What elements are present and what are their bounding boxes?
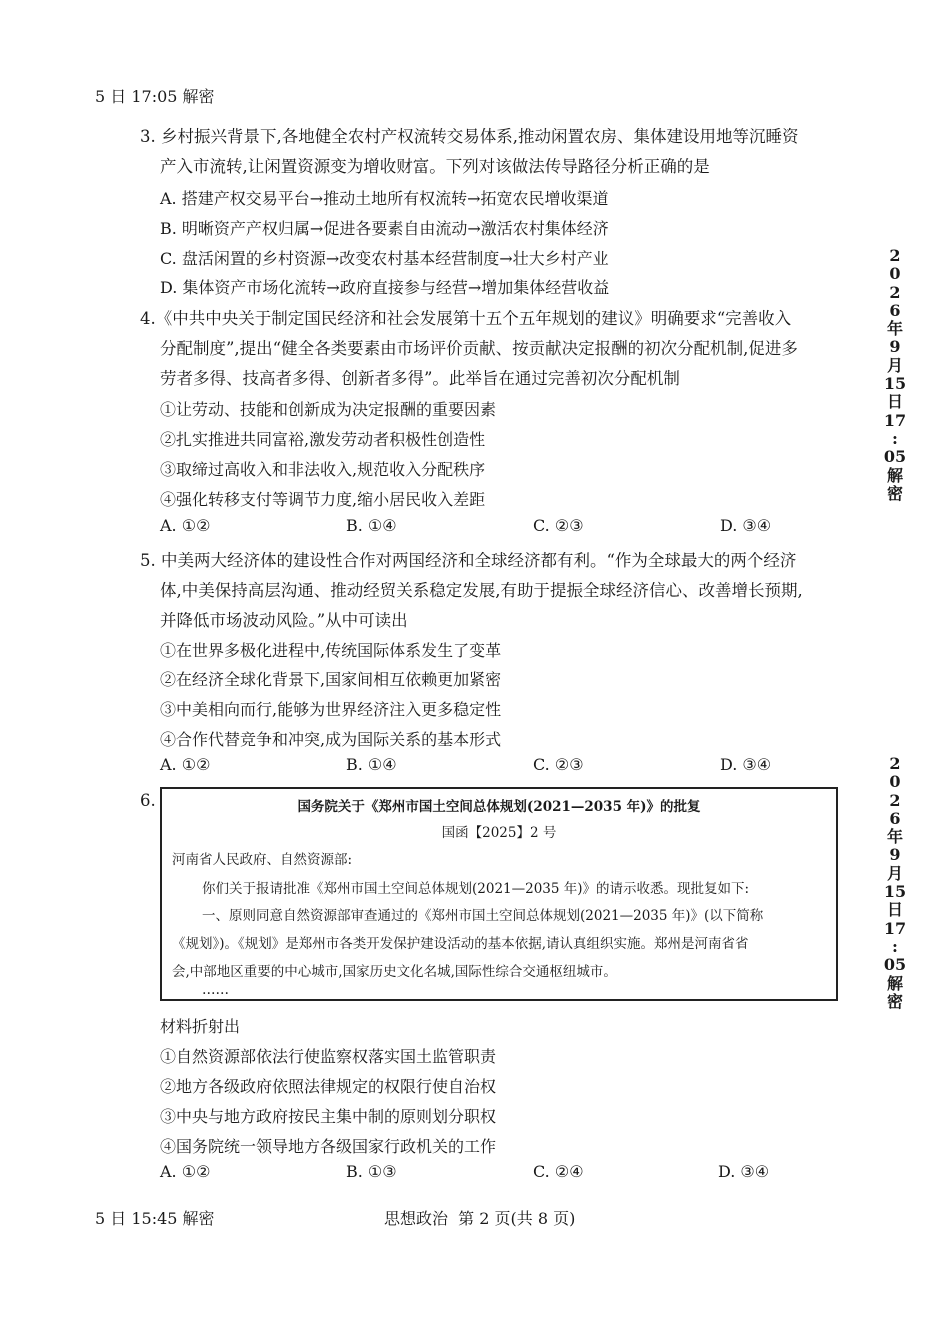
question-6-stem: 材料折射出 [160,1017,241,1036]
question-5-line-3: 并降低市场波动风险。”从中可读出 [160,611,408,630]
question-4-choice-c: C. ②③ [533,516,584,535]
side-mark-char: 15 [883,374,907,394]
side-mark-char: : [892,936,898,956]
side-mark-char: 解 [886,973,903,993]
side-unlock-mark-lower [882,755,908,1011]
side-mark-char: 2 [889,282,901,302]
approval-document-title: 国务院关于《郑州市国土空间总体规划(2021—2035 年)》的批复 [297,799,701,815]
question-6-item-2: ②地方各级政府依照法律规定的权限行使自治权 [160,1077,497,1096]
question-6-choice-b: B. ①③ [346,1162,397,1181]
question-3-option-a: A. 搭建产权交易平台→推动土地所有权流转→拓宽农民增收渠道 [160,189,609,208]
question-4-choice-b: B. ①④ [346,516,397,535]
question-6-item-1: ①自然资源部依法行使监察权落实国土监管职责 [160,1047,497,1066]
approval-document-box [160,787,838,1001]
side-mark-char: 密 [886,991,903,1011]
side-mark-char: 日 [886,900,903,920]
question-6-item-3: ③中央与地方政府按民主集中制的原则划分职权 [160,1107,497,1126]
question-6-number: 6. [140,791,156,810]
side-mark-char: 05 [883,955,907,975]
side-mark-char: 6 [889,300,901,320]
question-4-line-2: 分配制度”,提出“健全各类要素由市场评价贡献、按贡献决定报酬的初次分配机制,促进多 [160,339,798,358]
question-6-choice-c: C. ②④ [533,1162,584,1181]
side-mark-char: 2 [889,790,901,810]
side-mark-char: 2 [889,754,901,773]
approval-document-line: 《规划》)。《规划》是郑州市各类开发保护建设活动的基本依据,请认真组织实施。郑州是河南省省 [172,936,749,952]
approval-document-number: 国函【2025】2 号 [441,825,557,841]
question-4-item-3: ③取缔过高收入和非法收入,规范收入分配秩序 [160,460,486,479]
question-3-option-c: C. 盘活闲置的乡村资源→改变农村基本经营制度→壮大乡村产业 [160,249,609,268]
question-5-item-2: ②在经济全球化背景下,国家间相互依赖更加紧密 [160,670,502,689]
question-5-line-1: 5. 中美两大经济体的建设性合作对两国经济和全球经济都有利。“作为全球最大的两个经济 [140,551,797,570]
question-3-option-d: D. 集体资产市场化流转→政府直接参与经营→增加集体经营收益 [160,278,610,297]
side-mark-char: 17 [883,918,907,938]
footer-timestamp: 5 日 15:45 解密 [95,1209,215,1228]
question-4-choice-d: D. ③④ [720,516,772,535]
side-mark-char: 年 [886,319,903,339]
question-4-line-1: 4.《中共中央关于制定国民经济和社会发展第十五个五年规划的建议》明确要求“完善收入 [140,309,792,328]
question-4-item-1: ①让劳动、技能和创新成为决定报酬的重要因素 [160,400,497,419]
approval-document-line: 河南省人民政府、自然资源部: [172,852,353,868]
side-mark-char: 9 [889,337,901,357]
approval-document-ellipsis: …… [202,982,229,998]
question-5-line-2: 体,中美保持高层沟通、推动经贸关系稳定发展,有助于提振全球经济信心、改善增长预期, [160,581,803,600]
approval-document-line: 你们关于报请批准《郑州市国土空间总体规划(2021—2035 年)》的请示收悉。现批复如下: [202,881,750,897]
question-6-choice-a: A. ①② [160,1162,211,1181]
top-header-timestamp: 5 日 17:05 解密 [95,87,215,106]
side-mark-char: 05 [883,447,907,467]
approval-document-line: 一、原则同意自然资源部审查通过的《郑州市国土空间总体规划(2021—2035 年)》(以下简称 [202,908,764,924]
footer-page-number: 思想政治 第 2 页(共 8 页) [384,1209,576,1228]
side-mark-char: 2 [889,246,901,265]
question-6-item-4: ④国务院统一领导地方各级国家行政机关的工作 [160,1137,497,1156]
side-mark-char: 6 [889,808,901,828]
question-5-choice-b: B. ①④ [346,755,397,774]
question-4-item-2: ②扎实推进共同富裕,激发劳动者积极性创造性 [160,430,486,449]
side-mark-char: : [892,428,898,448]
side-mark-char: 15 [883,882,907,902]
question-3-option-b: B. 明晰资产产权归属→促进各要素自由流动→激活农村集体经济 [160,219,609,238]
question-3-line-2: 产入市流转,让闲置资源变为增收财富。下列对该做法传导路径分析正确的是 [160,157,710,176]
side-unlock-mark-upper [882,247,908,503]
question-3-line-1: 3. 乡村振兴背景下,各地健全农村产权流转交易体系,推动闲置农房、集体建设用地等沉睡资 [140,127,799,146]
side-mark-char: 月 [886,355,903,375]
question-5-item-4: ④合作代替竞争和冲突,成为国际关系的基本形式 [160,730,502,749]
side-mark-char: 17 [883,410,907,430]
question-4-item-4: ④强化转移支付等调节力度,缩小居民收入差距 [160,490,486,509]
question-5-item-3: ③中美相向而行,能够为世界经济注入更多稳定性 [160,700,502,719]
side-mark-char: 0 [889,772,901,792]
question-6-choice-d: D. ③④ [718,1162,770,1181]
question-5-choice-c: C. ②③ [533,755,584,774]
question-4-choice-a: A. ①② [160,516,211,535]
approval-document-line: 会,中部地区重要的中心城市,国家历史文化名城,国际性综合交通枢纽城市。 [172,964,617,980]
side-mark-char: 日 [886,392,903,412]
question-5-choice-a: A. ①② [160,755,211,774]
side-mark-char: 年 [886,827,903,847]
question-4-line-3: 劳者多得、技高者多得、创新者多得”。此举旨在通过完善初次分配机制 [160,369,680,388]
side-mark-char: 0 [889,264,901,284]
question-5-item-1: ①在世界多极化进程中,传统国际体系发生了变革 [160,641,502,660]
side-mark-char: 9 [889,845,901,865]
question-5-choice-d: D. ③④ [720,755,772,774]
side-mark-char: 月 [886,863,903,883]
side-mark-char: 密 [886,483,903,503]
side-mark-char: 解 [886,465,903,485]
